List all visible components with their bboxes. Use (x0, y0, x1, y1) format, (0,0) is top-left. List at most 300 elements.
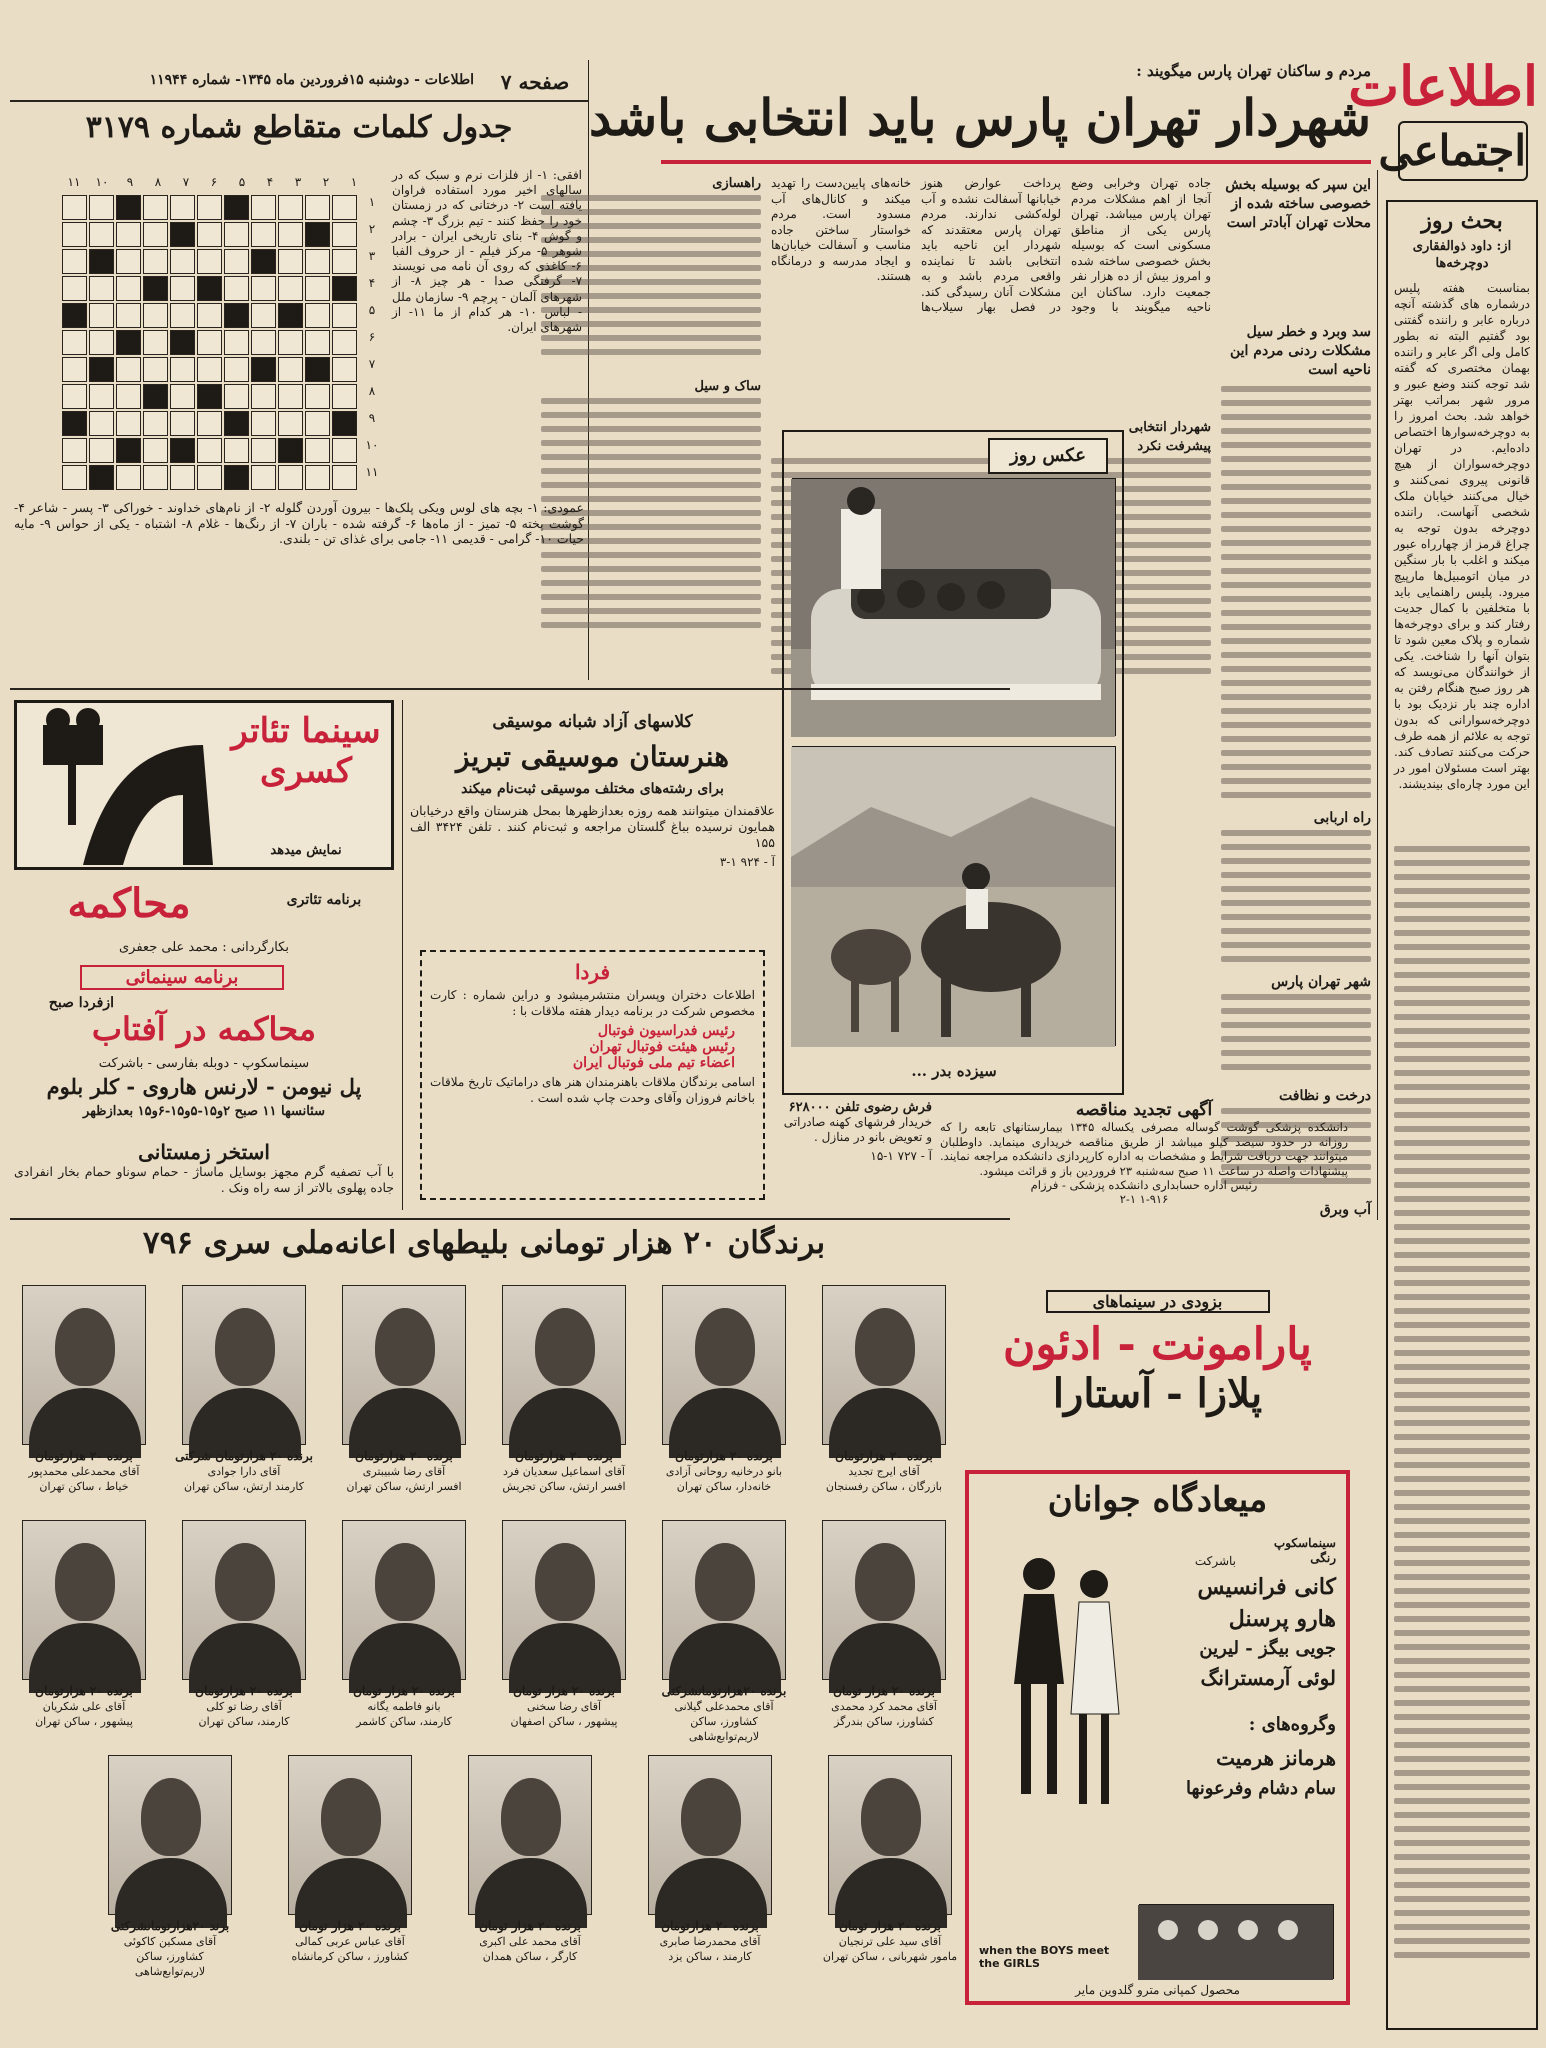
crossword-cell (305, 276, 330, 301)
cinema-logo (14, 700, 394, 870)
winner-detail: بازرگان ، ساکن رفسنجان (825, 1480, 943, 1493)
dateline: اطلاعات - دوشنبه ۱۵فروردین ماه ۱۳۴۵- شماره ۱۱۹۴۴ (149, 72, 474, 88)
crossword-cell (197, 357, 222, 382)
crossword-cell (170, 195, 195, 220)
paramount-group-1: هرمانز هرمیت (1216, 1746, 1336, 1770)
winner-caption (460, 1919, 600, 1964)
crossword-cell (143, 303, 168, 328)
crossword-cell (143, 222, 168, 247)
winner-label: برنده ۲۰ هزارتومان (195, 1684, 293, 1698)
winner-name: آقای محمد کرد محمدی (831, 1700, 937, 1713)
crossword-cell (89, 411, 114, 436)
paramount-cast-2: هارو پرسنل (1228, 1606, 1336, 1632)
cinema-cinema-program: برنامه سینمائی (80, 965, 284, 990)
winner-portrait (662, 1520, 786, 1680)
winner-portrait (822, 1285, 946, 1445)
crossword-col-number: ۴ (266, 175, 274, 189)
crossword-row-number: ۱ (368, 195, 376, 209)
portrait-shoulder (829, 1623, 941, 1693)
crossword-cell (89, 384, 114, 409)
cinema-camera-icon (23, 705, 223, 870)
farda-item-1: رئیس فدراسیون فوتبال (597, 1023, 735, 1039)
music-ad (410, 712, 775, 912)
crossword-cell (143, 465, 168, 490)
winner-label: برنده ۲۰ هزار تومان (839, 1919, 941, 1933)
winner-detail: کارمند ، ساکن یزد (668, 1950, 752, 1963)
portrait-head (375, 1308, 435, 1386)
winner-detail: کارمند، ساکن کاشمر (356, 1715, 452, 1728)
subhead-4: شهر تهران پارس (1271, 974, 1371, 990)
crossword-cell (251, 357, 276, 382)
paramount-groups-title: وگروه‌های : (1248, 1714, 1336, 1735)
photo-camels-image (791, 747, 1115, 1047)
crossword-cell (89, 249, 114, 274)
portrait-shoulder (509, 1623, 621, 1693)
subhead-2: سد وبرد و خطر سیل مشکلات ردنی مردم این ناحیه است (1229, 324, 1371, 378)
crossword-cell (197, 276, 222, 301)
crossword-cell (224, 276, 249, 301)
winner-name: آقای محمد علی اکبری (479, 1935, 581, 1948)
lead-text-block (771, 176, 1211, 416)
top-rule (10, 100, 588, 102)
winner-name: آقای اسماعیل سعدیان فرد (503, 1465, 625, 1478)
crossword-col-number: ۱ (350, 175, 358, 189)
portrait-shoulder (655, 1858, 767, 1928)
winner-portrait (822, 1520, 946, 1680)
farda-outro: اسامی برندگان ملاقات باهنرمندان هنر های دراماتیک تاریخ ملاقات باخانم فروزان وآقای وحدت چاپ شده است . (430, 1075, 755, 1105)
lottery-row-3 (100, 1755, 960, 2025)
paramount-soon: بزودی در سینماهای (1046, 1290, 1270, 1313)
crossword-cell (278, 384, 303, 409)
carpet-ad (782, 1100, 932, 1210)
crossword-col-number: ۱۱ (67, 175, 81, 189)
subhead-10: ساک و سیل (694, 379, 761, 394)
crossword-cell (143, 276, 168, 301)
farda-item-2: رئیس هیئت فوتبال تهران (589, 1039, 735, 1055)
winner-label: برنده ۲۰ هزارتومان شرکتی (175, 1449, 313, 1463)
crossword-cell (89, 195, 114, 220)
subhead-3: راه اربابی (1313, 810, 1371, 826)
lead-divider (1377, 170, 1378, 1220)
crossword-row-number: ۸ (368, 384, 376, 398)
farda-ad (420, 950, 765, 1200)
winner-portrait (22, 1285, 146, 1445)
portrait-shoulder (475, 1858, 587, 1928)
lottery-row-1 (14, 1285, 954, 1535)
winner-caption (14, 1684, 154, 1729)
crossword-cell (251, 465, 276, 490)
winner-portrait (182, 1520, 306, 1680)
headline: شهردار تهران پارس باید انتخابی باشد (589, 88, 1371, 147)
crossword-cell (305, 411, 330, 436)
column-box (1386, 200, 1538, 2030)
cinema-showing: نمایش میدهد (270, 843, 342, 858)
winner-label: برنده ۲۰ هزارتومان (355, 1449, 453, 1463)
crossword-cell (224, 465, 249, 490)
crossword-cell (224, 195, 249, 220)
winner-name: آقای علی شکریان (42, 1700, 126, 1713)
crossword-cell (116, 303, 141, 328)
music-name: هنرستان موسیقی تبریز (456, 740, 729, 773)
crossword-cell (197, 330, 222, 355)
crossword-cell (197, 195, 222, 220)
crossword-cell (170, 303, 195, 328)
crossword-grid (40, 175, 380, 500)
crossword-cell (116, 276, 141, 301)
winner-name: آقای محمدرضا صابری (659, 1935, 761, 1948)
paramount-band-image (1138, 1905, 1333, 1980)
portrait-shoulder (115, 1858, 227, 1928)
crossword-clues-v: عمودی: ۱- بچه های لوس ویکی پلک‌ها - بیرون آوردن گلوله ۲- از نام‌های خداوند - خوراکی ۳- پسر - شاعر ۴- گوشت پخته ۵- تمیز - از ماه‌ها ۶- گرفته شده - باران ۷- از رنگ‌ها - غلام ۸- اشتباه - یکی از حواس ۹- مایه حیات ۱۰- گرامی - قدیمی ۱۱- جامی برای غذای تن - بلندی. (14, 500, 584, 546)
crossword-cell (143, 411, 168, 436)
crossword-cell (332, 330, 357, 355)
crossword-cell (332, 384, 357, 409)
winner-label: برنده ۲۰ هزار تومان (479, 1919, 581, 1933)
crossword-row-number: ۳ (368, 249, 376, 263)
crossword-cell (197, 303, 222, 328)
crossword-row-number: ۱۰ (365, 438, 379, 452)
crossword-cell (305, 222, 330, 247)
tender-title: آگهی تجدید مناقصه (1075, 1100, 1213, 1120)
crossword-cell (332, 222, 357, 247)
winner-caption (334, 1684, 474, 1729)
carpet-title: فرش رضوی تلفن ۶۲۸۰۰۰ (788, 1100, 932, 1115)
portrait-head (215, 1308, 275, 1386)
portrait-head (535, 1543, 595, 1621)
crossword-cell (197, 249, 222, 274)
crossword-cell (278, 249, 303, 274)
crossword-cell (89, 438, 114, 463)
winner-name: بانو درخانیه روحانی آزادی (665, 1465, 783, 1478)
winner-portrait (648, 1755, 772, 1915)
crossword-cell (62, 195, 87, 220)
crossword-cell (224, 222, 249, 247)
winner-label: برنده ۲۰ هزار تومان (833, 1684, 935, 1698)
crossword-cell (224, 249, 249, 274)
crossword-row-number: ۵ (368, 303, 376, 317)
column-text: بمناسبت هفته پلیس درشماره های گذشته آنچه درباره عابر و راننده گفتنی بود گفتیم البته نه بطور کامل ولی اگر عابر و راننده بهمان مختصری که گفته شد توجه کنند وضع عبور و مرور شهر بمراتب بهتر خواهد شد. بحث امروز را به دوچرخه‌سوارها اختصاص داده‌ایم. در تهران دوچرخه‌سواران از هیچ قانونی پیروی نمی‌کنند و خیال می‌کنند خیابان ملک شخصی آنهاست. راننده دوچرخه بدون توجه به چراغ قرمز از چهارراه عبور میکند و اغلب با بار سنگین در میان اتومبیل‌ها مارپیچ میرود. پلیس راهنمایی باید با متخلفین با کمال جدیت رفتار کند و برای دوچرخه‌ها شماره و پلاک معین شود تا بتوان آنها را شناخت. یکی از خوانندگان می‌نویسد که هر روز صبح هنگام رفتن به اداره چند بار نزدیک بود با دوچرخه‌سوارانی که بدون توجه به علائم از همه طرف حرکت می‌کنند تصادف کند. بهتر است مسئولان امور در این مورد چاره‌ای بیندیشند. (1394, 281, 1530, 791)
cinema-times: سئانسها ۱۱ صبح ۲و۱۵-۵و۱۵-۶و۱۵ بعدازظهر (82, 1104, 325, 1119)
crossword-cell (89, 465, 114, 490)
paramount-ad (965, 1290, 1350, 2010)
winner-label: برنده ۲۰ هزارتومان (661, 1919, 759, 1933)
winner-label: برنده ۲۰ هزارتومان (35, 1684, 133, 1698)
carpet-text: خریدار فرشهای کهنه صادراتی و تعویض بانو در منازل . (783, 1115, 932, 1144)
crossword-cell (278, 357, 303, 382)
winner-detail: کشاورز، ساکن لاریم‌توابع‌شاهی (688, 1715, 760, 1743)
paramount-producer: محصول کمپانی مترو گلدوین مایر (1075, 1983, 1240, 1997)
winner-detail: خیاط ، ساکن تهران (39, 1480, 129, 1493)
winner-name: آقای سید علی ترنجیان (838, 1935, 942, 1948)
crossword-cell (278, 303, 303, 328)
lottery-row-2 (14, 1520, 954, 1770)
crossword-cell (305, 438, 330, 463)
subhead-8: شهردار انتخابی (1128, 420, 1211, 435)
winner-name: آقای محمدعلی محمدپور (28, 1465, 140, 1478)
logo-bottom: اجتماعی (1398, 121, 1528, 181)
crossword-cell (278, 222, 303, 247)
crossword-cell (197, 465, 222, 490)
paramount-featuring: باشرکت (1194, 1554, 1236, 1568)
winner-name: آقای ایرج تجدید (848, 1465, 920, 1478)
crossword-cell (332, 195, 357, 220)
crossword-cell (332, 303, 357, 328)
winner-detail: کارگر ، ساکن همدان (482, 1950, 578, 1963)
portrait-head (375, 1543, 435, 1621)
winner-caption (814, 1449, 954, 1494)
winner-portrait (342, 1285, 466, 1445)
crossword-cell (62, 276, 87, 301)
winner-detail: کشاورز ، ساکن کرمانشاه (291, 1950, 409, 1963)
column-author: از: داود ذوالفقاری دوچرخه‌ها (1412, 239, 1512, 271)
winner-detail: مامور شهربانی ، ساکن تهران (822, 1950, 958, 1963)
crossword-cell (251, 303, 276, 328)
winner-label: برنده ۲۰هزارتومانشرکتی (661, 1684, 787, 1698)
crossword-row-number: ۲ (368, 222, 376, 236)
paramount-cast-4: لوئی آرمسترانگ (1200, 1666, 1336, 1690)
crossword-cell (62, 465, 87, 490)
crossword-cell (62, 330, 87, 355)
crossword-cell (251, 411, 276, 436)
headline-rule-red (661, 160, 1371, 164)
ad-divider (402, 700, 403, 1210)
tender-signature: رئیس اداره حسابداری دانشکده پزشکی - فرزام (1030, 1178, 1258, 1192)
winner-caption (654, 1449, 794, 1494)
photo-car (792, 478, 1116, 736)
crossword-cell (62, 357, 87, 382)
crossword-row-number: ۷ (368, 357, 376, 371)
cinema-cast: پل نیومن - لارنس هاروی - کلر بلوم (46, 1074, 362, 1099)
crossword-col-number: ۱۰ (95, 175, 109, 189)
winner-caption (280, 1919, 420, 1964)
crossword-cell (89, 303, 114, 328)
crossword-cell (251, 249, 276, 274)
portrait-shoulder (29, 1623, 141, 1693)
winner-label: برنده ۲۰ هزار تومان (299, 1919, 401, 1933)
paramount-poster (965, 1470, 1350, 2005)
crossword-row-number: ۴ (368, 276, 376, 290)
crossword-cell (251, 438, 276, 463)
crossword-row-number: ۹ (368, 411, 376, 425)
crossword-col-number: ۸ (154, 175, 162, 189)
paramount-line2: پلازا - آستارا (1052, 1370, 1263, 1417)
crossword-cell (116, 357, 141, 382)
lottery-top-rule (10, 1218, 1010, 1220)
winner-portrait (22, 1520, 146, 1680)
winner-caption (654, 1684, 794, 1744)
portrait-shoulder (29, 1388, 141, 1458)
winner-portrait (502, 1520, 626, 1680)
winner-detail: افسر ارتش، ساکن تجریش (502, 1480, 626, 1493)
column-text-continued (1394, 846, 1530, 1966)
crossword-cell (278, 465, 303, 490)
cinema-ad (14, 700, 394, 1160)
winner-caption (814, 1684, 954, 1729)
crossword-clues-h: افقی: ۱- از فلزات نرم و سبک که در سالهای اخیر مورد استفاده فراوان یافته است ۲- درختانی که در زمستان خود را حفظ کنند - تیم بزرگ ۳- چشم و گوش ۴- بنای تاریخی ایران - برادر شوهر ۵- مرکز فیلم - از حروف الفبا ۶- کاغذی که روی آن نامه می نویسند ۷- گرفتگی صدا - هر چیز ۸- از شهرهای آلمان - پرچم ۹- سازمان ملل - لباس ۱۰- هر کدام از ما ۱۱- از شهرهای ایران. (392, 168, 583, 335)
portrait-shoulder (295, 1858, 407, 1928)
winner-portrait (468, 1755, 592, 1915)
crossword-cell (332, 357, 357, 382)
crossword-cell (170, 384, 195, 409)
crossword-bottom-rule (10, 688, 1010, 690)
crossword-cell (305, 384, 330, 409)
crossword-cell (278, 438, 303, 463)
crossword-cell (89, 330, 114, 355)
crossword-cell (251, 195, 276, 220)
crossword-cell (278, 195, 303, 220)
winner-portrait (662, 1285, 786, 1445)
winner-detail: کشاورز، ساکن لاریم‌توابع‌شاهی (134, 1950, 206, 1978)
portrait-head (321, 1778, 381, 1856)
portrait-shoulder (669, 1388, 781, 1458)
crossword-col-number: ۹ (126, 175, 134, 189)
crossword-cell (143, 438, 168, 463)
portrait-head (681, 1778, 741, 1856)
portrait-shoulder (509, 1388, 621, 1458)
crossword-cell (170, 276, 195, 301)
crossword-cell (170, 249, 195, 274)
cinema-format: سینماسکوپ - دوبله بفارسی - باشرکت (98, 1056, 310, 1071)
column-title: بحث روز (1421, 208, 1503, 234)
subhead-6: آب وبرق (1319, 1202, 1371, 1218)
tender-text: دانشکده پزشکی گوشت گوساله مصرفی یکساله ۱۳۴۵ بیمارستانهای تابعه را که روزانه در حدود سیصد کیلو میباشد از طریق مناقصه خریداری مینماید. داوطلبان میتوانند جهت دریافت شرایط و مشخصات به اداره کارپردازی دانشکده مراجعه نمایند. پیشنهادات واصله در ساعت ۱۱ صبح سه‌شنبه ۲۳ فروردین باز و قرائت میشود. (940, 1120, 1348, 1178)
winner-name: بانو فاطمه یگانه (367, 1700, 441, 1713)
crossword-cell (197, 438, 222, 463)
crossword-cell (62, 303, 87, 328)
winner-name: آقای عباس عربی کمالی (295, 1935, 405, 1948)
winner-portrait (182, 1285, 306, 1445)
farda-text: اطلاعات دختران وپسران منتشرمیشود و دراین شماره : کارت مخصوص شرکت در برنامه دیدار هفته ملاقات با : (430, 988, 755, 1018)
crossword-cell (251, 222, 276, 247)
winner-label: برنده ۲۰ هزار تومان (513, 1684, 615, 1698)
crossword-cell (197, 411, 222, 436)
crossword-cell (332, 438, 357, 463)
crossword-cell (305, 303, 330, 328)
crossword-cell (143, 357, 168, 382)
crossword-cell (62, 249, 87, 274)
crossword-cell (278, 411, 303, 436)
crossword-cell (62, 384, 87, 409)
winner-detail: افسر ارتش، ساکن تهران (346, 1480, 462, 1493)
music-code: آ - ۹۲۴ ۱-۳ (719, 855, 775, 869)
portrait-shoulder (189, 1623, 301, 1693)
crossword-cell (89, 222, 114, 247)
winner-caption (494, 1449, 634, 1494)
crossword-cell (62, 222, 87, 247)
winner-name: آقای رضا سخنی (526, 1700, 602, 1713)
crossword-cell (305, 330, 330, 355)
subhead-7: راهسازی (712, 176, 761, 191)
crossword-cell (251, 330, 276, 355)
crossword-cell (116, 330, 141, 355)
subhead-5: درخت و نظافت (1279, 1088, 1371, 1104)
crossword-cell (224, 438, 249, 463)
crossword-cell (251, 384, 276, 409)
crossword-cell (143, 195, 168, 220)
paramount-cast-3: جویی بیگز - لیرین (1199, 1638, 1336, 1659)
winner-label: برنده ۲۰ هزارتومان (835, 1449, 933, 1463)
winner-portrait (108, 1755, 232, 1915)
portrait-shoulder (835, 1858, 947, 1928)
portrait-shoulder (669, 1623, 781, 1693)
crossword-cell (305, 195, 330, 220)
winner-caption (820, 1919, 960, 1964)
pool-title: استخر زمستانی (138, 1140, 270, 1164)
page-number: صفحه ۷ (500, 70, 570, 94)
portrait-head (535, 1308, 595, 1386)
lottery-title: برندگان ۲۰ هزار تومانی بلیطهای اعانه‌ملی سری ۷۹۶ (142, 1225, 826, 1261)
farda-title: فردا (574, 960, 611, 984)
crossword-cell (332, 465, 357, 490)
crossword-cell (170, 357, 195, 382)
masthead-logo (1348, 54, 1538, 195)
winner-name: آقای رضا شبیبتری (362, 1465, 446, 1478)
music-title: کلاسهای آزاد شبانه موسیقی (492, 712, 693, 732)
winner-detail: پیشهور ، ساکن تهران (35, 1715, 133, 1728)
crossword-cell (170, 411, 195, 436)
paramount-band-photo (1139, 1904, 1334, 1979)
crossword-cell (224, 303, 249, 328)
crossword-cell (224, 411, 249, 436)
portrait-head (501, 1778, 561, 1856)
crossword-cell (170, 222, 195, 247)
photo-camels (792, 746, 1116, 1046)
winner-label: برند ۲۰هزارتومانشرکتی (110, 1919, 230, 1933)
paramount-format: سینماسکوپ رنگی (1273, 1536, 1336, 1565)
winner-detail: کارمند، ساکن تهران (198, 1715, 290, 1728)
crossword-cell (251, 276, 276, 301)
music-text: علاقمندان میتوانند همه روزه بعدازظهرها بمحل هنرستان واقع درخیابان همایون نرسیده بباغ گلستان مراجعه و ثبت‌نام کنند . تلفن ۳۴۲۴ الف ۱۵۵ (410, 803, 775, 850)
crossword-col-number: ۳ (294, 175, 302, 189)
portrait-shoulder (189, 1388, 301, 1458)
crossword-cell (89, 276, 114, 301)
crossword-cell (305, 357, 330, 382)
photo-box-caption: سیزده بدر ... (911, 1062, 997, 1080)
carpet-code: آ - ۷۲۷ ۱-۱۵ (870, 1149, 932, 1163)
paramount-dancers-image (979, 1544, 1129, 1814)
crossword-cell (116, 384, 141, 409)
photo-box-title: عکس روز (988, 438, 1108, 474)
crossword-col-number: ۲ (322, 175, 330, 189)
crossword-title: جدول کلمات متقاطع شماره ۳۱۷۹ (85, 110, 513, 145)
crossword-cell (143, 330, 168, 355)
crossword-cell (170, 438, 195, 463)
winner-detail: پیشهور ، ساکن اصفهان (510, 1715, 618, 1728)
crossword-col-number: ۷ (182, 175, 190, 189)
winner-caption (174, 1449, 314, 1494)
winner-name: آقای مسکین کاکوئی (123, 1935, 217, 1948)
crossword-cell (62, 438, 87, 463)
winner-portrait (828, 1755, 952, 1915)
paramount-english: when the BOYS meet the GIRLS (979, 1944, 1110, 1970)
winner-detail: کارمند ارتش، ساکن تهران (184, 1480, 304, 1493)
paramount-film: میعادگاه جوانان (1047, 1480, 1268, 1520)
winner-portrait (342, 1520, 466, 1680)
crossword-col-number: ۶ (210, 175, 218, 189)
winner-caption (174, 1684, 314, 1729)
supertitle: مردم و ساکنان تهران پارس میگویند : (1136, 62, 1371, 80)
winner-caption (14, 1449, 154, 1494)
portrait-head (695, 1543, 755, 1621)
winner-caption (494, 1684, 634, 1729)
crossword-row-number: ۱۱ (365, 465, 379, 479)
paramount-cast-1: کانی فرانسیس (1197, 1574, 1336, 1600)
crossword-cell (170, 330, 195, 355)
portrait-head (141, 1778, 201, 1856)
crossword-cell (332, 411, 357, 436)
crossword-cell (332, 249, 357, 274)
crossword-cell (224, 330, 249, 355)
